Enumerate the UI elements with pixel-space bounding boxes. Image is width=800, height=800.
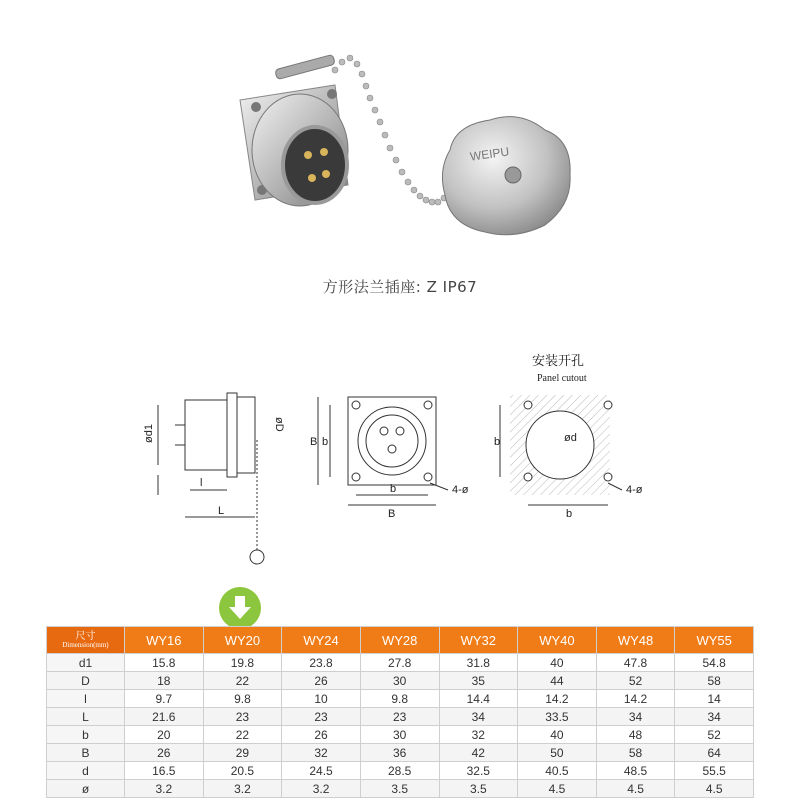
product-caption: 方形法兰插座: Z IP67: [322, 278, 478, 296]
table-cell: 52: [675, 726, 754, 744]
table-cell: 14.4: [439, 690, 518, 708]
table-cell: 23: [360, 708, 439, 726]
table-cell: 14.2: [518, 690, 597, 708]
table-cell: 50: [518, 744, 597, 762]
table-cell: 10: [282, 690, 361, 708]
front-B-bottom-label: B: [388, 508, 396, 520]
table-cell: 34: [596, 708, 675, 726]
model-header: WY20: [203, 627, 282, 654]
table-cell: 40: [518, 654, 597, 672]
row-label: L: [47, 708, 125, 726]
table-cell: 22: [203, 672, 282, 690]
cutout-b-label: b: [494, 436, 501, 448]
table-cell: 26: [282, 726, 361, 744]
side-d1-label: ød1: [143, 424, 155, 443]
table-cell: 34: [675, 708, 754, 726]
table-cell: 9.8: [203, 690, 282, 708]
front-view-drawing: [318, 397, 448, 505]
product-photo: [200, 40, 600, 270]
table-cell: 20.5: [203, 762, 282, 780]
table-cell: 48: [596, 726, 675, 744]
table-cell: 33.5: [518, 708, 597, 726]
table-cell: 55.5: [675, 762, 754, 780]
side-view-drawing: [158, 393, 264, 564]
table-cell: 4.5: [596, 780, 675, 798]
table-cell: 32: [439, 726, 518, 744]
table-row: [47, 780, 754, 798]
row-label: l: [47, 690, 125, 708]
table-cell: 15.8: [125, 654, 204, 672]
row-label: B: [47, 744, 125, 762]
row-label: d: [47, 762, 125, 780]
table-cell: 32.5: [439, 762, 518, 780]
table-cell: 4.5: [675, 780, 754, 798]
model-header: WY40: [518, 627, 597, 654]
table-cell: 9.8: [360, 690, 439, 708]
row-label: b: [47, 726, 125, 744]
cutout-title-en: Panel cutout: [537, 373, 587, 384]
table-cell: 19.8: [203, 654, 282, 672]
table-cell: 36: [360, 744, 439, 762]
table-cell: 30: [360, 672, 439, 690]
row-label: d1: [47, 654, 125, 672]
down-arrow-icon: [219, 587, 261, 629]
table-cell: 24.5: [282, 762, 361, 780]
cutout-holes-label: 4-ø: [626, 484, 643, 496]
side-l-label: l: [200, 477, 203, 489]
front-B-label: B: [310, 436, 318, 448]
table-cell: 42: [439, 744, 518, 762]
table-cell: 20: [125, 726, 204, 744]
table-cell: 27.8: [360, 654, 439, 672]
table-cell: 40: [518, 726, 597, 744]
table-row: [47, 708, 754, 726]
dimension-table: [46, 626, 754, 798]
table-cell: 54.8: [675, 654, 754, 672]
model-header: WY28: [360, 627, 439, 654]
model-header: WY48: [596, 627, 675, 654]
table-cell: 64: [675, 744, 754, 762]
table-row: [47, 762, 754, 780]
cutout-title-cn: 安装开孔: [532, 354, 585, 369]
technical-drawings: [130, 345, 670, 580]
table-cell: 14.2: [596, 690, 675, 708]
table-cell: 3.2: [125, 780, 204, 798]
table-cell: 16.5: [125, 762, 204, 780]
ball-chain: [332, 55, 453, 205]
panel-cutout-drawing: [500, 395, 622, 505]
table-cell: 30: [360, 726, 439, 744]
table-cell: 9.7: [125, 690, 204, 708]
flange-socket: [240, 54, 348, 206]
table-cell: 26: [125, 744, 204, 762]
table-corner-cell: [47, 627, 125, 654]
front-b-label: b: [322, 436, 329, 448]
table-cell: 23: [282, 708, 361, 726]
table-cell: 34: [439, 708, 518, 726]
model-header: WY32: [439, 627, 518, 654]
table-cell: 29: [203, 744, 282, 762]
table-cell: 58: [596, 744, 675, 762]
table-cell: 3.5: [360, 780, 439, 798]
table-cell: 3.2: [203, 780, 282, 798]
table-cell: 18: [125, 672, 204, 690]
table-cell: 48.5: [596, 762, 675, 780]
front-holes-label: 4-ø: [452, 484, 469, 496]
dust-cap: [442, 117, 570, 235]
table-cell: 28.5: [360, 762, 439, 780]
table-cell: 23.8: [282, 654, 361, 672]
table-cell: 14: [675, 690, 754, 708]
model-header: WY55: [675, 627, 754, 654]
table-cell: 3.5: [439, 780, 518, 798]
table-row: [47, 654, 754, 672]
model-header: WY24: [282, 627, 361, 654]
table-cell: 44: [518, 672, 597, 690]
table-cell: 4.5: [518, 780, 597, 798]
side-L-label: L: [218, 505, 225, 517]
table-cell: 47.8: [596, 654, 675, 672]
cutout-b-bottom-label: b: [566, 508, 573, 520]
table-cell: 23: [203, 708, 282, 726]
table-cell: 22: [203, 726, 282, 744]
table-cell: 26: [282, 672, 361, 690]
row-label: D: [47, 672, 125, 690]
corner-label-en: Dimension(mm): [62, 640, 109, 649]
table-cell: 35: [439, 672, 518, 690]
table-cell: 21.6: [125, 708, 204, 726]
table-row: [47, 672, 754, 690]
cap-brand-text: WEIPU: [469, 144, 510, 164]
table-cell: 32: [282, 744, 361, 762]
front-b-bottom-label: b: [390, 483, 397, 495]
side-D-label: øD: [273, 417, 285, 432]
table-cell: 31.8: [439, 654, 518, 672]
table-cell: 3.2: [282, 780, 361, 798]
table-row: [47, 744, 754, 762]
table-row: [47, 726, 754, 744]
table-cell: 52: [596, 672, 675, 690]
model-header: WY16: [125, 627, 204, 654]
table-row: [47, 690, 754, 708]
row-label: ø: [47, 780, 125, 798]
table-cell: 58: [675, 672, 754, 690]
cutout-d-label: ød: [564, 432, 577, 444]
table-header-row: [47, 627, 754, 654]
table-cell: 40.5: [518, 762, 597, 780]
corner-label-cn: 尺寸: [75, 630, 96, 642]
